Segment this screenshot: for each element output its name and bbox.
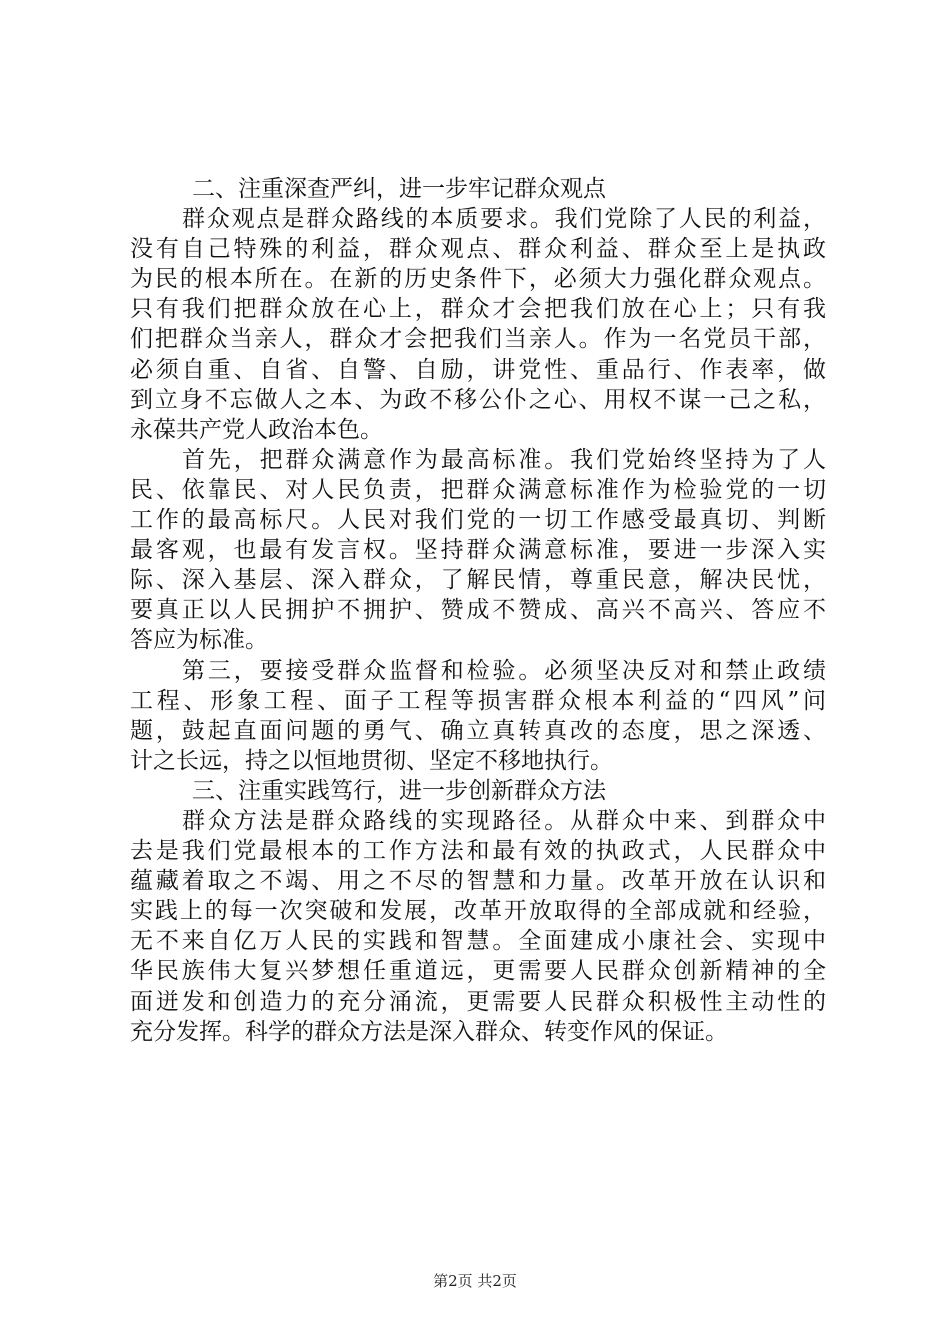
- paragraph-line: 际、深入基层、深入群众，了解民情，尊重民意，解决民忧，: [130, 567, 826, 594]
- paragraph-line: 为民的根本所在。在新的历史条件下，必须大力强化群众观点。: [130, 266, 826, 293]
- paragraph-line: 只有我们把群众放在心上，群众才会把我们放在心上；只有我: [130, 296, 826, 323]
- paragraph-line: 面迸发和创造力的充分涌流，更需要人民群众积极性主动性的: [130, 988, 826, 1015]
- page-number-footer: 第2页 共2页: [433, 1272, 517, 1290]
- paragraph-line: 民、依靠民、对人民负责，把群众满意标准作为检验党的一切: [130, 476, 826, 503]
- paragraph-line: 群众方法是群众路线的实现路径。从群众中来、到群众中: [182, 807, 826, 834]
- paragraph-line: 实践上的每一次突破和发展，改革开放取得的全部成就和经验，: [130, 898, 826, 925]
- section-heading: 二、注重深查严纠，进一步牢记群众观点: [192, 176, 606, 202]
- paragraph-line: 无不来自亿万人民的实践和智慧。全面建成小康社会、实现中: [130, 928, 826, 955]
- paragraph-line: 题，鼓起直面问题的勇气、确立真转真改的态度，思之深透、: [130, 717, 826, 744]
- paragraph-line: 去是我们党最根本的工作方法和最有效的执政式，人民群众中: [130, 838, 826, 865]
- paragraph-line: 答应为标准。: [130, 627, 268, 654]
- paragraph-line: 必须自重、自省、自警、自励，讲党性、重品行、作表率，做: [130, 356, 826, 383]
- paragraph-line: 华民族伟大复兴梦想任重道远，更需要人民群众创新精神的全: [130, 958, 826, 985]
- paragraph-line: 到立身不忘做人之本、为政不移公仆之心、用权不谋一己之私，: [130, 386, 826, 413]
- paragraph-line: 首先，把群众满意作为最高标准。我们党始终坚持为了人: [182, 446, 826, 473]
- paragraph-line: 群众观点是群众路线的本质要求。我们党除了人民的利益，: [182, 206, 826, 233]
- paragraph-line: 充分发挥。科学的群众方法是深入群众、转变作风的保证。: [130, 1018, 728, 1045]
- paragraph-line: 永葆共产党人政治本色。: [130, 416, 383, 443]
- paragraph-line: 蕴藏着取之不竭、用之不尽的智慧和力量。改革开放在认识和: [130, 868, 826, 895]
- paragraph-line: 要真正以人民拥护不拥护、赞成不赞成、高兴不高兴、答应不: [130, 597, 826, 624]
- section-heading: 三、注重实践笃行，进一步创新群众方法: [192, 777, 606, 804]
- document-body: [130, 174, 826, 1047]
- paragraph-line: 们把群众当亲人，群众才会把我们当亲人。作为一名党员干部，: [130, 326, 826, 353]
- paragraph-line: 计之长远，持之以恒地贯彻、坚定不移地执行。: [130, 747, 613, 774]
- paragraph-line: 没有自己特殊的利益，群众观点、群众利益、群众至上是执政: [130, 236, 826, 263]
- paragraph-line: 工程、形象工程、面子工程等损害群众根本利益的“四风”问: [130, 687, 826, 714]
- paragraph-line: 工作的最高标尺。人民对我们党的一切工作感受最真切、判断: [130, 507, 826, 534]
- paragraph-line: 第三，要接受群众监督和检验。必须坚决反对和禁止政绩: [182, 657, 826, 684]
- paragraph-line: 最客观，也最有发言权。坚持群众满意标准，要进一步深入实: [130, 537, 826, 564]
